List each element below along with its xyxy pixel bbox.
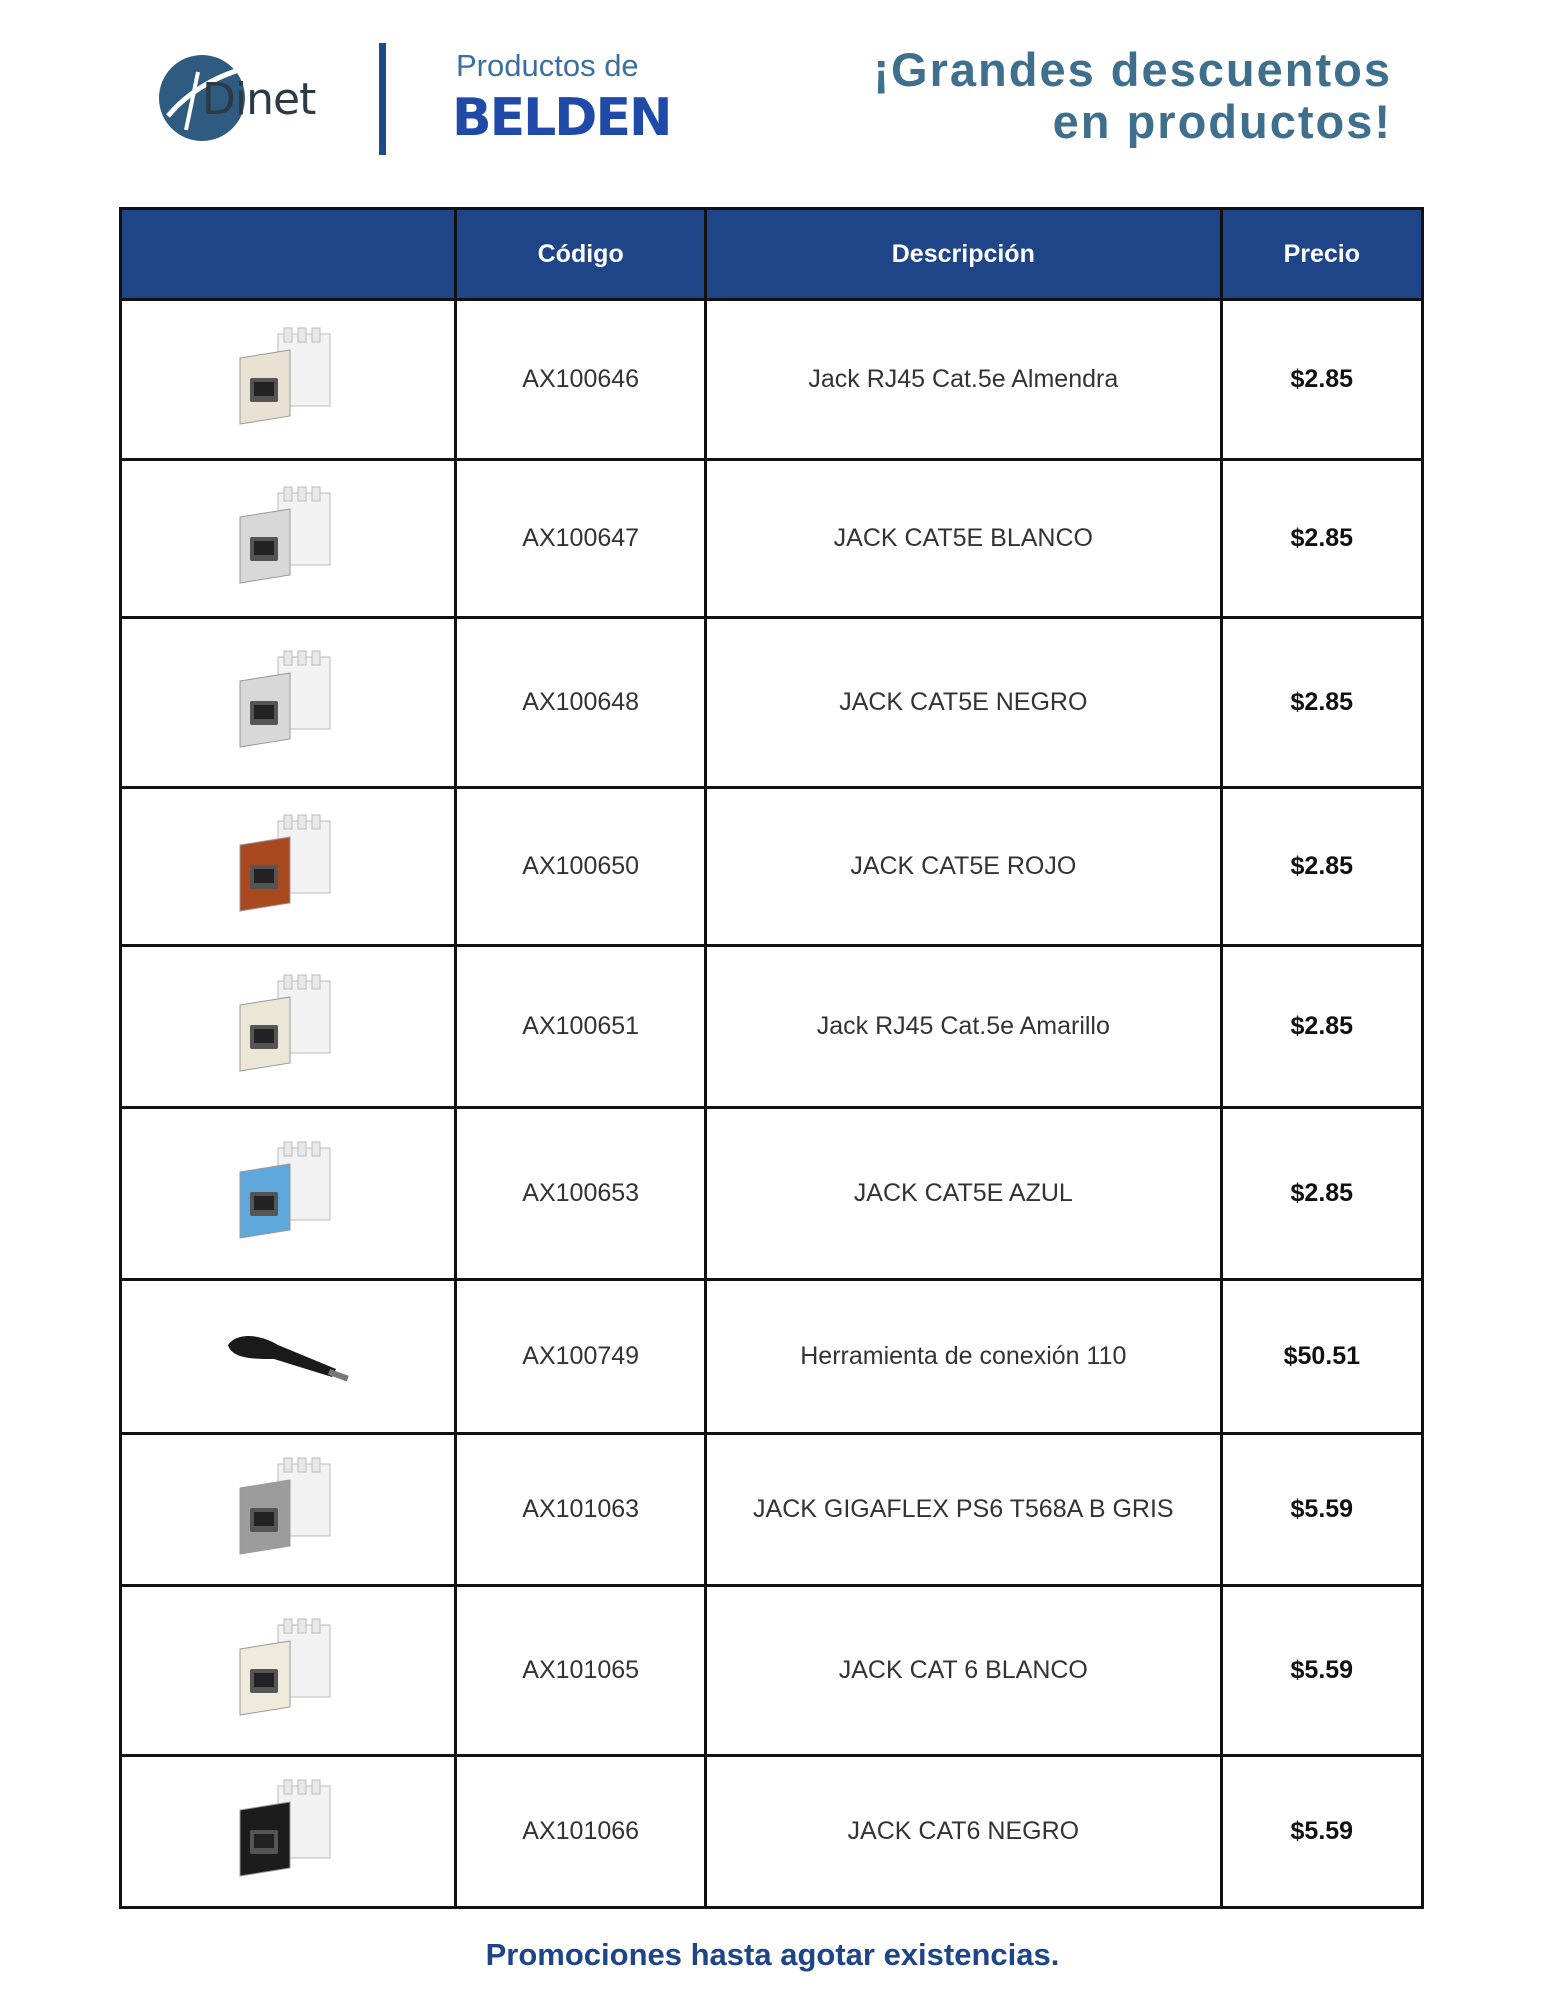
- jack-black-icon: [218, 643, 358, 763]
- dinet-wordmark: Dinet: [202, 74, 316, 125]
- table-row: [121, 618, 1423, 788]
- product-image-cell: [121, 618, 456, 788]
- column-header-image: [121, 209, 456, 300]
- product-price: $50.51: [1221, 1280, 1422, 1434]
- product-code: AX101065: [456, 1586, 706, 1756]
- dinet-logo: [158, 52, 338, 144]
- table-header-row: [121, 209, 1423, 300]
- product-code: AX100647: [456, 460, 706, 618]
- product-description: JACK CAT5E BLANCO: [706, 460, 1222, 618]
- product-description: Jack RJ45 Cat.5e Almendra: [706, 300, 1222, 460]
- table-row: [121, 1756, 1423, 1908]
- product-image-cell: [121, 1108, 456, 1280]
- table-row: [121, 1280, 1423, 1434]
- product-image-cell: [121, 300, 456, 460]
- product-image-cell: [121, 788, 456, 946]
- product-image-cell: [121, 1586, 456, 1756]
- product-code: AX100653: [456, 1108, 706, 1280]
- column-header-price: Precio: [1221, 209, 1422, 300]
- product-price: $2.85: [1221, 618, 1422, 788]
- product-description: JACK GIGAFLEX PS6 T568A B GRIS: [706, 1434, 1222, 1586]
- column-header-description: Descripción: [706, 209, 1222, 300]
- product-price: $2.85: [1221, 460, 1422, 618]
- table-row: [121, 300, 1423, 460]
- product-image-cell: [121, 1434, 456, 1586]
- table-row: [121, 460, 1423, 618]
- jack-almond-icon: [218, 320, 358, 440]
- headline-line-1: ¡Grandes descuentos: [873, 43, 1392, 96]
- column-header-code: Código: [456, 209, 706, 300]
- page-header: [0, 0, 1545, 200]
- product-image-cell: [121, 1280, 456, 1434]
- product-price: $2.85: [1221, 788, 1422, 946]
- table-row: [121, 1434, 1423, 1586]
- jack-blue-icon: [218, 1134, 358, 1254]
- product-image-cell: [121, 946, 456, 1108]
- product-image-cell: [121, 1756, 456, 1908]
- product-code: AX100648: [456, 618, 706, 788]
- footer-note: Promociones hasta agotar existencias.: [485, 1937, 1060, 1972]
- product-description: JACK CAT5E NEGRO: [706, 618, 1222, 788]
- product-price: $2.85: [1221, 946, 1422, 1108]
- table-row: [121, 1108, 1423, 1280]
- jack-white-icon: [218, 1611, 358, 1731]
- jack-black-icon: [218, 1772, 358, 1892]
- product-description: Herramienta de conexión 110: [706, 1280, 1222, 1434]
- product-code: AX100749: [456, 1280, 706, 1434]
- product-price: $5.59: [1221, 1586, 1422, 1756]
- promo-headline: [873, 44, 1392, 148]
- product-description: JACK CAT 6 BLANCO: [706, 1586, 1222, 1756]
- product-code: AX100651: [456, 946, 706, 1108]
- product-code: AX101066: [456, 1756, 706, 1908]
- headline-line-2: en productos!: [1052, 95, 1392, 148]
- product-price: $2.85: [1221, 300, 1422, 460]
- product-image-cell: [121, 460, 456, 618]
- table-row: [121, 788, 1423, 946]
- jack-red-icon: [218, 807, 358, 927]
- product-description: JACK CAT5E ROJO: [706, 788, 1222, 946]
- product-code: AX100650: [456, 788, 706, 946]
- jack-white-icon: [218, 479, 358, 599]
- product-code: AX101063: [456, 1434, 706, 1586]
- punch-tool-icon: [218, 1297, 358, 1417]
- header-divider: [379, 43, 386, 155]
- header-subtitle: Productos de: [456, 48, 639, 83]
- product-price: $5.59: [1221, 1434, 1422, 1586]
- product-description: JACK CAT6 NEGRO: [706, 1756, 1222, 1908]
- table-row: [121, 1586, 1423, 1756]
- jack-yellow-icon: [218, 967, 358, 1087]
- product-description: Jack RJ45 Cat.5e Amarillo: [706, 946, 1222, 1108]
- products-table-body: [121, 300, 1423, 1908]
- product-price: $5.59: [1221, 1756, 1422, 1908]
- product-description: JACK CAT5E AZUL: [706, 1108, 1222, 1280]
- product-price: $2.85: [1221, 1108, 1422, 1280]
- products-table: [119, 207, 1424, 1909]
- product-code: AX100646: [456, 300, 706, 460]
- belden-logo: BELDEN: [452, 88, 671, 148]
- jack-gray-icon: [218, 1450, 358, 1570]
- table-row: [121, 946, 1423, 1108]
